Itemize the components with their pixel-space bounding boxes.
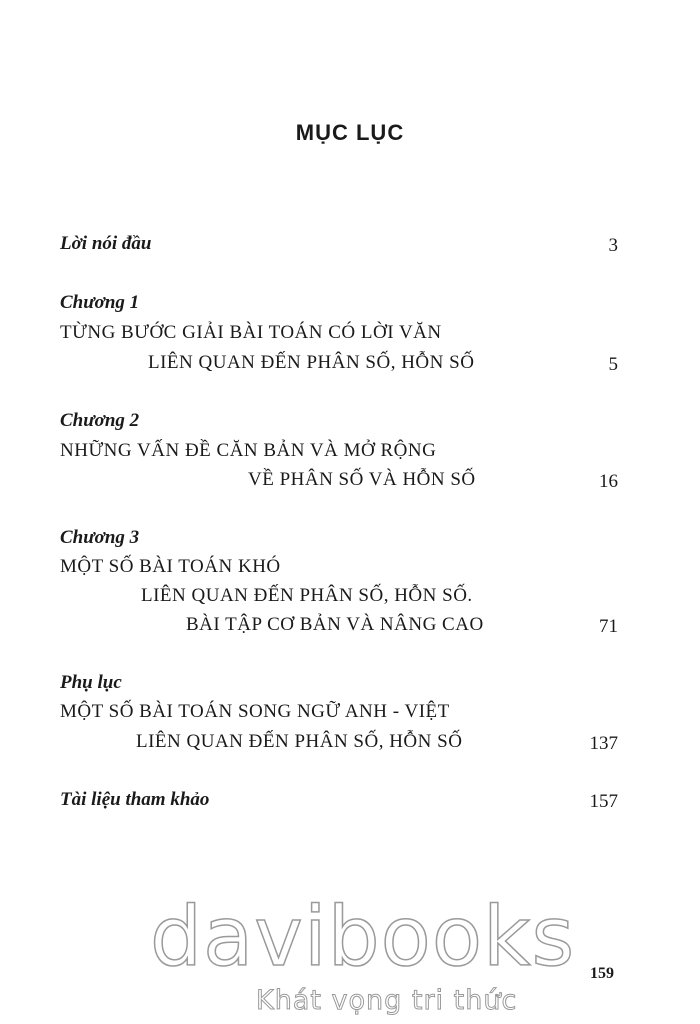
toc-chapter1-page: 5 xyxy=(608,354,618,375)
toc-chapter3-page: 71 xyxy=(599,616,618,637)
toc-preface-title: Lời nói đầu xyxy=(60,233,152,254)
toc-chapter1-line1: TỪNG BƯỚC GIẢI BÀI TOÁN CÓ LỜI VĂN xyxy=(60,322,442,343)
toc-chapter1-label: Chương 1 xyxy=(60,292,140,313)
toc-appendix-label: Phụ lục xyxy=(60,672,122,693)
toc-chapter2-label: Chương 2 xyxy=(60,410,140,431)
toc-appendix-line2: LIÊN QUAN ĐẾN PHÂN SỐ, HỖN SỐ xyxy=(136,731,463,752)
toc-preface-page: 3 xyxy=(608,235,618,256)
toc-references-title: Tài liệu tham khảo xyxy=(60,789,210,810)
toc-chapter3-line2: LIÊN QUAN ĐẾN PHÂN SỐ, HỖN SỐ. xyxy=(141,585,473,606)
page-number: 159 xyxy=(590,965,614,982)
toc-chapter3-line1: MỘT SỐ BÀI TOÁN KHÓ xyxy=(60,556,281,577)
toc-chapter2-line2: VỀ PHÂN SỐ VÀ HỖN SỐ xyxy=(248,469,476,490)
watermark-brand: davibooks xyxy=(150,890,576,985)
toc-chapter1-line2: LIÊN QUAN ĐẾN PHÂN SỐ, HỖN SỐ xyxy=(148,352,475,373)
toc-appendix-page: 137 xyxy=(589,733,618,754)
toc-chapter2-page: 16 xyxy=(599,471,618,492)
toc-references-page: 157 xyxy=(589,791,618,812)
page-title: MỤC LỤC xyxy=(295,120,405,145)
toc-appendix-line1: MỘT SỐ BÀI TOÁN SONG NGỮ ANH - VIỆT xyxy=(60,701,450,722)
toc-chapter3-line3: BÀI TẬP CƠ BẢN VÀ NÂNG CAO xyxy=(186,614,484,635)
toc-chapter2-line1: NHỮNG VẤN ĐỀ CĂN BẢN VÀ MỞ RỘNG xyxy=(60,440,437,461)
watermark-tagline: Khát vọng tri thức xyxy=(256,985,518,1016)
toc-chapter3-label: Chương 3 xyxy=(60,527,140,548)
